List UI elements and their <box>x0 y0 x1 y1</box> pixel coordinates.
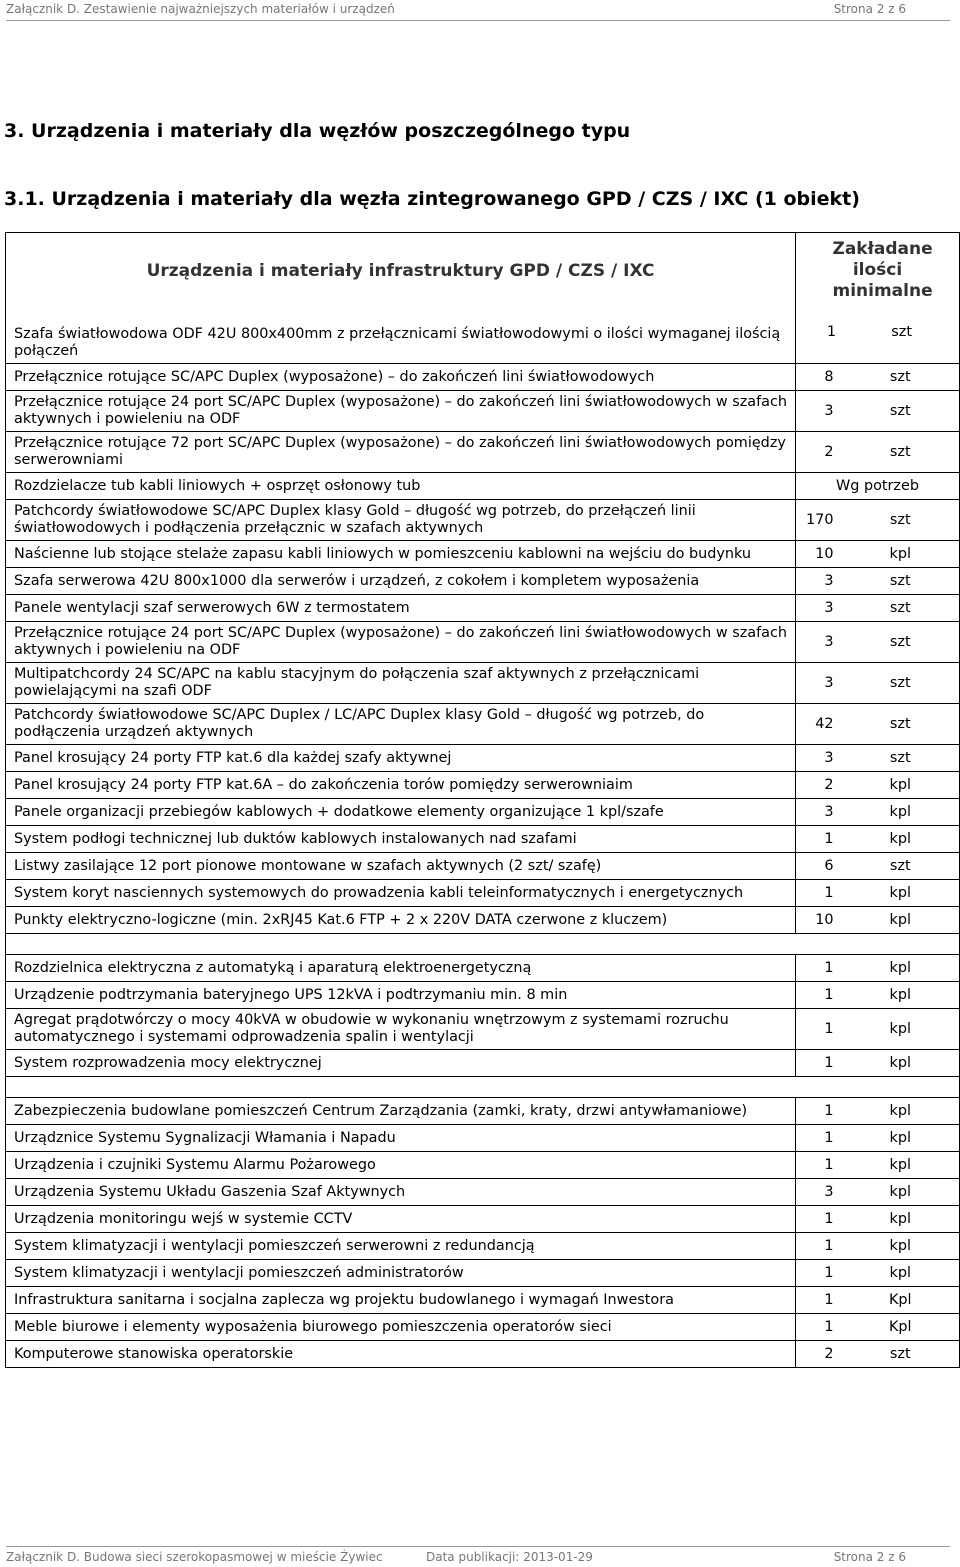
item-description: System koryt nasciennych systemowych do prowadzenia kabli teleinformatycznych i energetycznych <box>6 880 796 907</box>
item-quantity: 1 <box>796 1125 838 1152</box>
item-description: Przełącznice rotujące 24 port SC/APC Duplex (wyposażone) – do zakończeń lini światłowodowych w szafach aktywnych i powieleniu na ODF <box>6 391 796 432</box>
item-quantity: 3 <box>796 595 838 622</box>
item-unit: szt <box>838 622 960 663</box>
table-row <box>6 982 960 1009</box>
table-row <box>6 568 960 595</box>
item-description: Rozdzielacze tub kabli liniowych + osprzęt osłonowy tub <box>6 473 796 500</box>
item-quantity: 1 <box>796 982 838 1009</box>
empty-cell <box>6 1077 960 1098</box>
first-row-qty: 1 szt <box>826 324 912 340</box>
item-quantity: 1 <box>796 1287 838 1314</box>
item-quantity: 42 <box>796 704 838 745</box>
item-description: Panele organizacji przebiegów kablowych + dodatkowe elementy organizujące 1 kpl/szafe <box>6 799 796 826</box>
table-row <box>6 1260 960 1287</box>
table-row <box>6 595 960 622</box>
item-unit: kpl <box>838 1009 960 1050</box>
table-row <box>6 1050 960 1077</box>
item-quantity: 1 <box>796 1050 838 1077</box>
item-quantity: 3 <box>796 745 838 772</box>
item-description: Przełącznice rotujące 72 port SC/APC Duplex (wyposażone) – do zakończeń lini światłowodowych pomiędzy serwerowniami <box>6 432 796 473</box>
item-quantity: 1 <box>796 955 838 982</box>
item-description: Zabezpieczenia budowlane pomieszczeń Centrum Zarządzania (zamki, kraty, drzwi antywłamaniowe) <box>6 1098 796 1125</box>
item-description: Urządzenia i czujniki Systemu Alarmu Pożarowego <box>6 1152 796 1179</box>
item-unit: kpl <box>838 772 960 799</box>
item-quantity: 3 <box>796 622 838 663</box>
page-footer <box>6 1546 950 1564</box>
item-quantity: 1 <box>796 1260 838 1287</box>
item-description: Listwy zasilające 12 port pionowe montowane w szafach aktywnych (2 szt/ szafę) <box>6 853 796 880</box>
header-left: Załącznik D. Zestawienie najważniejszych materiałów i urządzeń <box>6 2 395 16</box>
table-row <box>6 1341 960 1368</box>
column-header-quantity: Zakładane ilości minimalne 1 szt <box>796 233 960 364</box>
item-unit: szt <box>838 364 960 391</box>
item-description: Rozdzielnica elektryczna z automatyką i aparaturą elektroenergetyczną <box>6 955 796 982</box>
section-title: 3. Urządzenia i materiały dla węzłów poszczególnego typu <box>4 120 631 142</box>
item-unit: szt <box>838 1341 960 1368</box>
table-row <box>6 364 960 391</box>
item-unit: szt <box>838 500 960 541</box>
item-description: Panel krosujący 24 porty FTP kat.6 dla każdej szafy aktywnej <box>6 745 796 772</box>
table-row <box>6 907 960 934</box>
item-quantity: 8 <box>796 364 838 391</box>
table-row <box>6 432 960 473</box>
table-row <box>6 622 960 663</box>
item-quantity: 3 <box>796 663 838 704</box>
item-unit: szt <box>838 391 960 432</box>
item-quantity: 1 <box>796 1098 838 1125</box>
footer-page-number: Strona 2 z 6 <box>833 1550 906 1564</box>
group-separator-row <box>6 934 960 955</box>
table-row <box>6 772 960 799</box>
table-row <box>6 1287 960 1314</box>
item-unit: szt <box>838 568 960 595</box>
item-description: Meble biurowe i elementy wyposażenia biurowego pomieszczenia operatorów sieci <box>6 1314 796 1341</box>
item-unit: szt <box>838 595 960 622</box>
column-header-items: Urządzenia i materiały infrastruktury GPD / CZS / IXC <box>6 233 796 324</box>
item-unit: kpl <box>838 1179 960 1206</box>
item-quantity: 170 <box>796 500 838 541</box>
item-quantity: 1 <box>796 1009 838 1050</box>
item-description: Agregat prądotwórczy o mocy 40kVA w obudowie w wykonaniu wnętrzowym z systemami rozruchu automatycznego i systemami odprowadzenia spalin i wentylacji <box>6 1009 796 1050</box>
item-quantity: 1 <box>796 1152 838 1179</box>
table-row <box>6 473 960 500</box>
item-unit: kpl <box>838 1152 960 1179</box>
item-quantity: 10 <box>796 907 838 934</box>
item-description: Infrastruktura sanitarna i socjalna zaplecza wg projektu budowlanego i wymagań Inwestora <box>6 1287 796 1314</box>
item-quantity: 6 <box>796 853 838 880</box>
item-description: Szafa światłowodowa ODF 42U 800x400mm z przełącznicami światłowodowymi o ilości wymaganej ilością połączeń <box>6 323 796 364</box>
table-row <box>6 826 960 853</box>
item-unit: kpl <box>838 1206 960 1233</box>
item-description: Urządzenia Systemu Układu Gaszenia Szaf Aktywnych <box>6 1179 796 1206</box>
item-quantity: 2 <box>796 432 838 473</box>
item-description: Szafa serwerowa 42U 800x1000 dla serwerów i urządzeń, z cokołem i kompletem wyposażenia <box>6 568 796 595</box>
item-unit: kpl <box>838 955 960 982</box>
item-description: Urządzenie podtrzymania bateryjnego UPS 12kVA i podtrzymaniu min. 8 min <box>6 982 796 1009</box>
item-unit: szt <box>838 432 960 473</box>
item-description: System rozprowadzenia mocy elektrycznej <box>6 1050 796 1077</box>
item-quantity: Wg potrzeb <box>796 473 960 500</box>
item-unit: kpl <box>838 1050 960 1077</box>
item-description: Panel krosujący 24 porty FTP kat.6A – do zakończenia torów pomiędzy serwerowniaim <box>6 772 796 799</box>
item-quantity: 1 <box>796 1314 838 1341</box>
item-description: Urządznice Systemu Sygnalizacji Włamania i Napadu <box>6 1125 796 1152</box>
materials-table-wrapper <box>5 232 959 1368</box>
table-row <box>6 853 960 880</box>
item-unit: kpl <box>838 541 960 568</box>
item-description: Przełącznice rotujące SC/APC Duplex (wyposażone) – do zakończeń lini światłowodowych <box>6 364 796 391</box>
item-description: Urządzenia monitoringu wejś w systemie CCTV <box>6 1206 796 1233</box>
table-row <box>6 1179 960 1206</box>
table-row <box>6 1009 960 1050</box>
page-header <box>6 2 950 21</box>
item-unit: kpl <box>838 982 960 1009</box>
footer-date: Data publikacji: 2013-01-29 <box>426 1550 593 1564</box>
item-description: Panele wentylacji szaf serwerowych 6W z termostatem <box>6 595 796 622</box>
materials-table <box>5 232 960 1368</box>
item-description: Patchcordy światłowodowe SC/APC Duplex / LC/APC Duplex klasy Gold – długość wg potrzeb, do podłączenia urządzeń aktywnych <box>6 704 796 745</box>
table-row <box>6 745 960 772</box>
empty-cell <box>6 934 960 955</box>
item-description: System klimatyzacji i wentylacji pomieszczeń administratorów <box>6 1260 796 1287</box>
table-row <box>6 799 960 826</box>
item-quantity: 1 <box>796 1233 838 1260</box>
table-row <box>6 1314 960 1341</box>
item-unit: kpl <box>838 1260 960 1287</box>
item-description: Naścienne lub stojące stelaże zapasu kabli liniowych w pomieszceniu kablowni na wejściu do budynku <box>6 541 796 568</box>
item-quantity: 1 <box>796 880 838 907</box>
table-row <box>6 1098 960 1125</box>
table-row <box>6 1152 960 1179</box>
item-quantity: 1 <box>796 1206 838 1233</box>
table-row <box>6 1233 960 1260</box>
item-unit: Kpl <box>838 1287 960 1314</box>
item-quantity: 1 <box>796 826 838 853</box>
item-quantity: 10 <box>796 541 838 568</box>
table-row <box>6 880 960 907</box>
item-unit: kpl <box>838 880 960 907</box>
item-unit: kpl <box>838 1125 960 1152</box>
item-unit: kpl <box>838 799 960 826</box>
item-description: Komputerowe stanowiska operatorskie <box>6 1341 796 1368</box>
table-row <box>6 1206 960 1233</box>
table-row <box>6 704 960 745</box>
item-unit: kpl <box>838 1098 960 1125</box>
table-header-row <box>6 233 960 324</box>
item-unit: szt <box>838 704 960 745</box>
table-row <box>6 500 960 541</box>
item-quantity: 3 <box>796 799 838 826</box>
item-unit: kpl <box>838 826 960 853</box>
group-separator-row <box>6 1077 960 1098</box>
table-row <box>6 541 960 568</box>
item-description: Przełącznice rotujące 24 port SC/APC Duplex (wyposażone) – do zakończeń lini światłowodowych w szafach aktywnych i powieleniu na ODF <box>6 622 796 663</box>
subsection-title: 3.1. Urządzenia i materiały dla węzła zintegrowanego GPD / CZS / IXC (1 obiekt) <box>4 188 860 210</box>
item-quantity: 3 <box>796 568 838 595</box>
item-description: System podłogi technicznej lub duktów kablowych instalowanych nad szafami <box>6 826 796 853</box>
header-page-number: Strona 2 z 6 <box>833 2 906 16</box>
item-description: Punkty elektryczno-logiczne (min. 2xRJ45 Kat.6 FTP + 2 x 220V DATA czerwone z kluczem) <box>6 907 796 934</box>
item-unit: szt <box>838 853 960 880</box>
item-description: Multipatchcordy 24 SC/APC na kablu stacyjnym do połączenia szaf aktywnych z przełącznicami powielającymi na szafi ODF <box>6 663 796 704</box>
item-description: System klimatyzacji i wentylacji pomieszczeń serwerowni z redundancją <box>6 1233 796 1260</box>
item-quantity: 2 <box>796 1341 838 1368</box>
table-row <box>6 1125 960 1152</box>
item-description: Patchcordy światłowodowe SC/APC Duplex klasy Gold – długość wg potrzeb, do przełączeń linii światłowodowych i podłączenia przełącznic w szafach aktywnych <box>6 500 796 541</box>
table-row <box>6 955 960 982</box>
item-quantity: 2 <box>796 772 838 799</box>
item-unit: kpl <box>838 1233 960 1260</box>
footer-left: Załącznik D. Budowa sieci szerokopasmowej w mieście Żywiec <box>6 1550 383 1564</box>
item-unit: szt <box>838 745 960 772</box>
table-row <box>6 663 960 704</box>
item-quantity: 3 <box>796 1179 838 1206</box>
item-unit: Kpl <box>838 1314 960 1341</box>
item-unit: kpl <box>838 907 960 934</box>
table-row <box>6 391 960 432</box>
item-quantity: 3 <box>796 391 838 432</box>
item-unit: szt <box>838 663 960 704</box>
